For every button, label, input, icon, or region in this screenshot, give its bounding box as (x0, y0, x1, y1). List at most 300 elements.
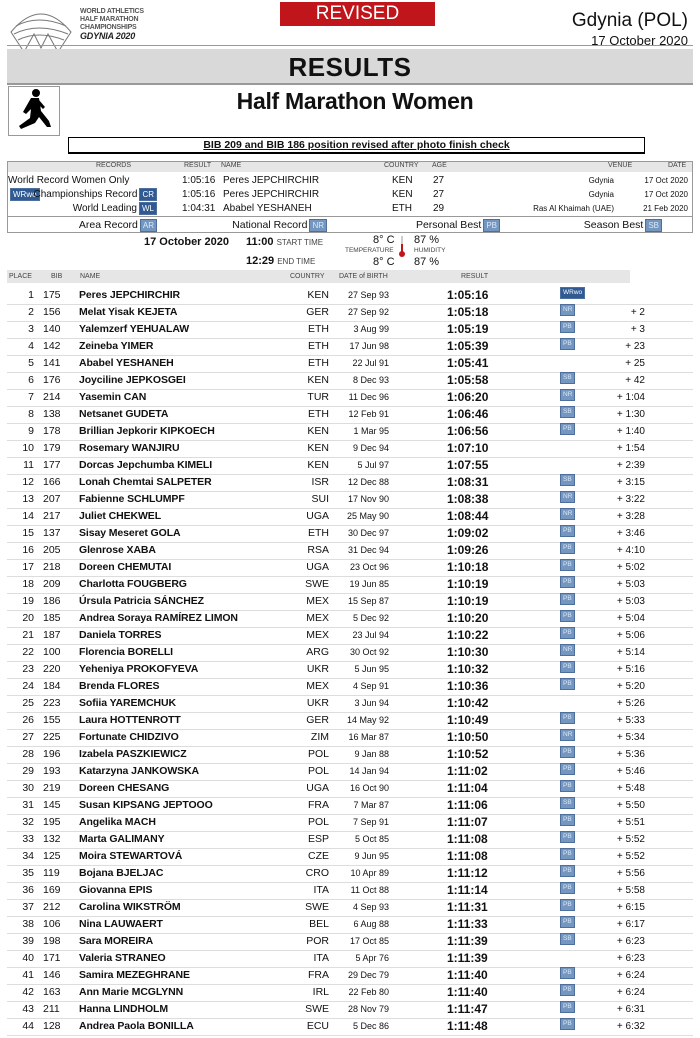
badge-sb: SB (560, 406, 575, 418)
result-time: 1:10:32 (447, 662, 489, 676)
result-time: 1:11:47 (447, 1002, 488, 1016)
header-date: 17 October 2020 (591, 33, 688, 48)
place: 19 (22, 595, 34, 607)
table-row (7, 491, 693, 509)
record-country: ETH (392, 203, 412, 214)
runner-icon (8, 86, 60, 136)
badge-nr: NR (560, 491, 575, 503)
temperature-label: TEMPERATURE (345, 247, 394, 254)
athlete-name: Netsanet GUDETA (79, 408, 169, 420)
date-of-birth: 22 Feb 80 (348, 987, 389, 997)
record-country: KEN (392, 175, 413, 186)
result-time: 1:06:20 (447, 390, 489, 404)
badge-pb: PB (560, 780, 575, 792)
record-row (8, 188, 692, 202)
col-name: NAME (221, 162, 242, 169)
country: SWE (305, 578, 329, 590)
country: CRO (305, 867, 329, 879)
date-of-birth: 1 Mar 95 (353, 426, 389, 436)
record-legend (8, 216, 692, 233)
result-time: 1:10:22 (447, 628, 489, 642)
place: 18 (22, 578, 34, 590)
place: 14 (22, 510, 34, 522)
time-behind: + 3:15 (616, 477, 645, 488)
bib: 219 (43, 782, 61, 794)
date-of-birth: 8 Dec 93 (352, 375, 389, 385)
country: SWE (305, 1003, 329, 1015)
table-row (7, 1018, 693, 1036)
place: 39 (22, 935, 34, 947)
time-behind: + 6:17 (616, 919, 645, 930)
bib: 187 (43, 629, 61, 641)
col-country: COUNTRY (290, 273, 325, 280)
bib: 178 (43, 425, 61, 437)
time-behind: + 5:20 (616, 681, 645, 692)
result-time: 1:11:06 (447, 798, 488, 812)
bib: 145 (43, 799, 61, 811)
humidity-end: 87 % (414, 256, 440, 268)
table-row (7, 321, 693, 339)
athlete-name: Hanna LINDHOLM (79, 1003, 169, 1015)
revision-notice: BIB 209 and BIB 186 position revised after photo finish check (68, 137, 645, 154)
country: ESP (307, 833, 329, 845)
temperature-end: 8° C (373, 256, 395, 268)
time-behind: + 1:04 (616, 392, 645, 403)
table-row (7, 440, 693, 458)
badge-pb: PB (560, 746, 575, 758)
date-of-birth: 4 Sep 91 (352, 681, 389, 691)
bib: 179 (43, 442, 61, 454)
date-of-birth: 12 Feb 91 (348, 409, 389, 419)
date-of-birth: 10 Apr 89 (350, 868, 389, 878)
badge-pb: PB (560, 712, 575, 724)
badge-pb: PB (560, 1018, 575, 1030)
table-row (7, 389, 693, 407)
date-of-birth: 9 Jan 88 (354, 749, 389, 759)
result-time: 1:05:41 (447, 356, 489, 370)
col-dob: DATE of BIRTH (339, 273, 388, 280)
bib: 223 (43, 697, 61, 709)
col-venue: VENUE (608, 162, 633, 169)
table-row (7, 712, 693, 730)
badge-pb: PB (560, 576, 575, 588)
result-time: 1:10:52 (447, 747, 489, 761)
record-label: World Leading WL (73, 202, 157, 216)
bib: 171 (43, 952, 61, 964)
country: CZE (308, 850, 329, 862)
place: 44 (22, 1020, 34, 1032)
badge-pb: PB (560, 814, 575, 826)
table-row (7, 950, 693, 968)
badge-sb: SB (560, 797, 575, 809)
date-of-birth: 7 Mar 87 (353, 800, 389, 810)
table-row (7, 474, 693, 492)
date-of-birth: 6 Aug 88 (353, 919, 389, 929)
time-behind: + 3:22 (616, 494, 645, 505)
badge-pb: PB (560, 321, 575, 333)
place: 10 (22, 442, 34, 454)
country: IRL (312, 986, 329, 998)
country: KEN (307, 459, 329, 471)
result-time: 1:11:04 (447, 781, 488, 795)
record-venue: Ras Al Khaimah (UAE) (533, 204, 614, 213)
time-behind: + 5:51 (616, 817, 645, 828)
badge-pb: PB (560, 627, 575, 639)
badge-pb: PB (560, 559, 575, 571)
result-time: 1:07:10 (447, 441, 489, 455)
place: 23 (22, 663, 34, 675)
table-row (7, 882, 693, 900)
country: UKR (306, 697, 329, 709)
bib: 141 (43, 357, 61, 369)
place: 37 (22, 901, 34, 913)
table-row (7, 899, 693, 917)
bib: 184 (43, 680, 61, 692)
table-row (7, 967, 693, 985)
record-age: 27 (433, 189, 445, 200)
badge-pb: PB (560, 984, 575, 996)
badge-pb: PB (560, 865, 575, 877)
athlete-name: Sisay Meseret GOLA (79, 527, 181, 539)
col-country: COUNTRY (384, 162, 419, 169)
time-behind: + 6:24 (616, 970, 645, 981)
result-time: 1:05:19 (447, 322, 489, 336)
athlete-name: Susan KIPSANG JEPTOOO (79, 799, 213, 811)
result-time: 1:05:16 (447, 288, 489, 302)
result-time: 1:08:31 (447, 475, 489, 489)
logo-wave-icon (8, 4, 74, 54)
table-row (7, 576, 693, 594)
table-row (7, 457, 693, 475)
athlete-name: Bojana BJELJAC (79, 867, 164, 879)
time-behind: + 1:30 (616, 409, 645, 420)
result-time: 1:10:50 (447, 730, 489, 744)
place: 25 (22, 697, 34, 709)
athlete-name: Ann Marie MCGLYNN (79, 986, 184, 998)
table-row (7, 304, 693, 322)
table-row (7, 423, 693, 441)
country: MEX (306, 595, 329, 607)
athlete-name: Melat Yisak KEJETA (79, 306, 178, 318)
record-result: 1:05:16 (182, 175, 216, 186)
time-behind: + 5:02 (616, 562, 645, 573)
result-time: 1:08:44 (447, 509, 489, 523)
date-of-birth: 17 Nov 90 (347, 494, 389, 504)
time-behind: + 5:50 (616, 800, 645, 811)
athlete-name: Doreen CHEMUTAI (79, 561, 172, 573)
date-of-birth: 12 Dec 88 (347, 477, 389, 487)
logo-line: WORLD ATHLETICS (80, 8, 144, 15)
table-row (7, 814, 693, 832)
country: MEX (306, 629, 329, 641)
athlete-name: Juliet CHEKWEL (79, 510, 162, 522)
bib: 176 (43, 374, 61, 386)
athlete-name: Giovanna EPIS (79, 884, 153, 896)
conditions (0, 234, 700, 270)
table-row (7, 831, 693, 849)
col-records: RECORDS (96, 162, 132, 169)
badge-pb: PB (560, 882, 575, 894)
result-time: 1:10:30 (447, 645, 489, 659)
table-row (7, 678, 693, 696)
record-badge: WRwo (10, 188, 40, 201)
country: TUR (307, 391, 329, 403)
country: KEN (307, 425, 329, 437)
place: 6 (28, 374, 34, 386)
badge-pb: PB (560, 593, 575, 605)
place: 11 (23, 459, 34, 471)
badge-sb: SB (560, 372, 575, 384)
record-badge: WL (139, 202, 157, 215)
athlete-name: Doreen CHESANG (79, 782, 170, 794)
athlete-name: Nina LAUWAERT (79, 918, 163, 930)
place: 2 (28, 306, 34, 318)
time-behind: + 6:24 (616, 987, 645, 998)
date-of-birth: 5 Dec 92 (352, 613, 389, 623)
result-time: 1:11:07 (447, 815, 488, 829)
country: UGA (306, 782, 329, 794)
bib: 137 (43, 527, 61, 539)
date-of-birth: 29 Dec 79 (347, 970, 389, 980)
time-behind: + 5:04 (616, 613, 645, 624)
date-of-birth: 3 Jun 94 (354, 698, 389, 708)
bib: 211 (43, 1003, 60, 1015)
athlete-name: Andrea Soraya RAMÍREZ LIMON (79, 612, 238, 624)
athlete-name: Katarzyna JANKOWSKA (79, 765, 200, 777)
time-behind: + 5:52 (616, 834, 645, 845)
bib: 217 (43, 510, 61, 522)
place: 28 (22, 748, 34, 760)
date-of-birth: 30 Oct 92 (349, 647, 389, 657)
country: ISR (311, 476, 329, 488)
result-time: 1:06:46 (447, 407, 489, 421)
country: BEL (309, 918, 329, 930)
badge-wrwo: WRwo (560, 287, 585, 299)
time-behind: + 4:10 (616, 545, 645, 556)
athlete-name: Brenda FLORES (79, 680, 160, 692)
bib: 186 (43, 595, 61, 607)
time-behind: + 5:58 (616, 885, 645, 896)
table-row (7, 933, 693, 951)
record-label: World Record Women OnlyWRwo (8, 175, 130, 199)
record-country: KEN (392, 189, 413, 200)
date-of-birth: 17 Jun 98 (349, 341, 389, 351)
country: GER (306, 714, 329, 726)
table-row (7, 525, 693, 543)
time-behind: + 5:48 (616, 783, 645, 794)
place: 12 (22, 476, 34, 488)
place: 38 (22, 918, 34, 930)
country: RSA (307, 544, 329, 556)
place: 4 (28, 340, 34, 352)
legend-national-record: National Record NR (232, 217, 327, 233)
date-of-birth: 11 Dec 96 (348, 392, 389, 402)
badge-pb: PB (560, 423, 575, 435)
divider (7, 45, 693, 46)
date-of-birth: 17 Oct 85 (349, 936, 389, 946)
date-of-birth: 27 Sep 93 (347, 290, 389, 300)
badge-pb: PB (560, 525, 575, 537)
date-of-birth: 3 Aug 99 (353, 324, 389, 334)
table-row (7, 355, 693, 373)
table-row (7, 508, 693, 526)
logo-line: HALF MARATHON (80, 16, 139, 23)
time-behind: + 5:33 (616, 715, 645, 726)
place: 27 (22, 731, 34, 743)
date-of-birth: 5 Dec 86 (352, 1021, 389, 1031)
place: 42 (22, 986, 34, 998)
country: POL (307, 816, 329, 828)
badge-pb: PB (560, 848, 575, 860)
col-result: RESULT (184, 162, 212, 169)
time-behind: + 5:03 (616, 579, 645, 590)
page-title: RESULTS (7, 49, 693, 85)
athlete-name: Rosemary WANJIRU (79, 442, 180, 454)
result-time: 1:08:38 (447, 492, 489, 506)
place: 21 (22, 629, 34, 641)
result-time: 1:10:36 (447, 679, 489, 693)
date-of-birth: 9 Dec 94 (352, 443, 389, 453)
time-behind: + 5:46 (616, 766, 645, 777)
country: SUI (311, 493, 329, 505)
badge-pb: PB (560, 661, 575, 673)
bib: 138 (43, 408, 61, 420)
date-of-birth: 14 May 92 (346, 715, 389, 725)
result-time: 1:10:42 (447, 696, 489, 710)
time-behind: + 25 (625, 358, 645, 369)
date-of-birth: 5 Apr 76 (355, 953, 389, 963)
table-row (7, 984, 693, 1002)
record-age: 29 (433, 203, 445, 214)
badge-pb: PB (560, 678, 575, 690)
time-behind: + 5:06 (616, 630, 645, 641)
result-time: 1:06:56 (447, 424, 489, 438)
table-row (7, 916, 693, 934)
result-time: 1:11:31 (447, 900, 488, 914)
date-of-birth: 5 Oct 85 (354, 834, 389, 844)
table-row (7, 406, 693, 424)
athlete-name: Fabienne SCHLUMPF (79, 493, 185, 505)
athlete-name: Sofiia YAREMCHUK (79, 697, 177, 709)
bib: 196 (43, 748, 61, 760)
country: ITA (313, 884, 329, 896)
country: KEN (307, 374, 329, 386)
bib: 166 (43, 476, 61, 488)
result-time: 1:11:39 (447, 951, 488, 965)
result-time: 1:10:18 (447, 560, 489, 574)
badge-nr: NR (560, 729, 575, 741)
athlete-name: Úrsula Patricia SÁNCHEZ (79, 595, 204, 607)
bib: 132 (43, 833, 61, 845)
col-result: RESULT (461, 273, 489, 280)
country: ZIM (310, 731, 329, 743)
venue: Gdynia (POL) (571, 10, 688, 31)
championship-logo (8, 4, 148, 54)
bib: 218 (43, 561, 61, 573)
result-time: 1:10:19 (447, 594, 489, 608)
athlete-name: Glenrose XABA (79, 544, 156, 556)
bib: 177 (43, 459, 61, 471)
place: 40 (22, 952, 34, 964)
country: MEX (306, 680, 329, 692)
temperature-start: 8° C (373, 234, 395, 246)
bib: 106 (43, 918, 61, 930)
event-title: Half Marathon Women (236, 88, 474, 114)
table-row (7, 372, 693, 390)
place: 7 (28, 391, 34, 403)
athlete-name: Yasemin CAN (79, 391, 147, 403)
time-behind: + 42 (625, 375, 645, 386)
country: SWE (305, 901, 329, 913)
athlete-name: Carolina WIKSTRÖM (79, 901, 181, 913)
time-behind: + 6:23 (616, 936, 645, 947)
time-behind: + 5:14 (616, 647, 645, 658)
date-of-birth: 16 Oct 90 (349, 783, 389, 793)
record-name: Ababel YESHANEH (223, 203, 312, 214)
logo-line: CHAMPIONSHIPS (80, 24, 137, 31)
athlete-name: Angelika MACH (79, 816, 156, 828)
place: 33 (22, 833, 34, 845)
legend-season-best: Season Best SB (584, 217, 662, 233)
date-of-birth: 28 Nov 79 (347, 1004, 389, 1014)
badge-nr: NR (560, 508, 575, 520)
time-behind: + 5:34 (616, 732, 645, 743)
badge-sb: SB (560, 474, 575, 486)
date-of-birth: 23 Oct 96 (349, 562, 389, 572)
athlete-name: Samira MEZEGHRANE (79, 969, 190, 981)
table-row (7, 542, 693, 560)
bib: 225 (43, 731, 61, 743)
date-of-birth: 5 Jul 97 (357, 460, 389, 470)
country: ETH (308, 340, 329, 352)
table-row (7, 627, 693, 645)
country: ETH (308, 323, 329, 335)
badge-pb: PB (560, 831, 575, 843)
bib: 207 (43, 493, 61, 505)
country: UKR (306, 663, 329, 675)
place: 36 (22, 884, 34, 896)
athlete-name: Moira STEWARTOVÁ (79, 850, 183, 862)
country: ETH (308, 357, 329, 369)
athlete-name: Izabela PASZKIEWICZ (79, 748, 187, 760)
place: 16 (22, 544, 34, 556)
table-row (7, 1001, 693, 1019)
col-age: AGE (432, 162, 447, 169)
revised-banner: REVISED (280, 2, 435, 26)
time-behind: + 3 (630, 324, 645, 335)
place: 34 (22, 850, 34, 862)
date-of-birth: 23 Jul 94 (352, 630, 389, 640)
athlete-name: Valeria STRANEO (79, 952, 166, 964)
table-row (7, 661, 693, 679)
col-bib: BIB (51, 273, 63, 280)
athlete-name: Brillian Jepkorir KIPKOECH (79, 425, 215, 437)
table-row (7, 729, 693, 747)
record-date: 17 Oct 2020 (644, 176, 688, 185)
record-result: 1:05:16 (182, 189, 216, 200)
result-time: 1:11:02 (447, 764, 488, 778)
legend-area-record: Area Record AR (79, 217, 157, 233)
date-of-birth: 9 Jun 95 (354, 851, 389, 861)
table-row (7, 338, 693, 356)
time-behind: + 5:52 (616, 851, 645, 862)
country: MEX (306, 612, 329, 624)
bib: 155 (43, 714, 61, 726)
athlete-name: Sara MOREIRA (79, 935, 154, 947)
result-time: 1:10:20 (447, 611, 489, 625)
time-behind: + 6:23 (616, 953, 645, 964)
badge-pb: PB (560, 763, 575, 775)
